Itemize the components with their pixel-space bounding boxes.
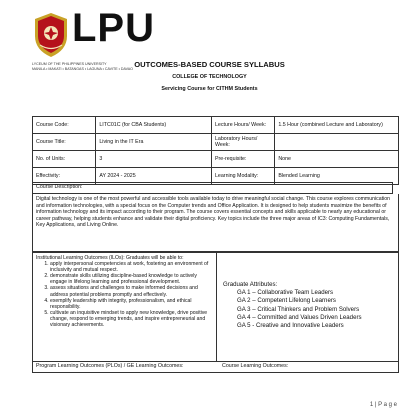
course-info-table [32,116,399,185]
info-label: Lecture Hours/ Week: [211,117,274,134]
ilo-cell [33,253,217,361]
clo-label: Course Learning Outcomes: [222,363,289,369]
plo-label: Program Learning Outcomes (PLOs) / GE Learning Outcomes: [36,363,184,369]
document-title: OUTCOMES-BASED COURSE SYLLABUS [134,60,285,69]
servicing-note: Servicing Course for CITHM Students [161,86,258,92]
info-value: None [275,151,399,168]
info-label: Laboratory Hours/ Week: [211,134,274,151]
info-value: 1.5 Hour (combined Lecture and Laboratory) [275,117,399,134]
list-item: 5. cultivate an inquisitive mindset to apply new knowledge, drive positive change, respond to emerging trends, and inspire entrepreneurial and visionary achievements. [50,310,213,328]
list-item: 3. assess situations and challenges to make informed decisions and address potential problems promptly and effectively. [50,285,213,297]
logo-subtitle-line: MANILA • MAKATI • BATANGAS • LAGUNA • CAVITE • DAVAO [32,66,133,71]
list-item: GA 1 – Collaborative Team Leaders [237,289,334,297]
table-row [33,151,399,168]
outcomes-section [32,252,399,362]
info-label: Course Title: [33,134,96,151]
graduate-attributes [223,281,398,330]
info-value: 3 [96,151,212,168]
course-description-label: Course Description: [32,182,393,194]
info-value: Living in the IT Era [96,134,212,151]
table-row [33,134,399,151]
list-item: 1. apply interpersonal competencies at work, fostering an environment of inclusivity and mutual respect. [50,261,213,273]
ilo-list [36,261,213,328]
list-item: GA 3 – Critical Thinkers and Problem Solvers [237,305,360,313]
info-label: Course Code: [33,117,96,134]
list-item: 2. demonstrate skills utilizing discipline-based knowledge to actively engage in lifelong learning and professional development. [50,273,213,285]
learning-outcomes-header-row [32,362,399,373]
info-value [275,134,399,151]
table-row [33,117,399,134]
logo-subtitle-line: LYCEUM OF THE PHILIPPINES UNIVERSITY [32,62,107,66]
info-label: Effectivity: [33,168,96,185]
list-item: GA 2 – Competent Lifelong Learners [237,297,336,305]
info-label: Pre-requisite: [211,151,274,168]
lpu-wordmark: LPU [72,6,155,50]
ga-label: Graduate Attributes: [223,281,278,288]
info-value: LITC01C (for CBA Students) [96,117,212,134]
list-item: GA 4 – Committed and Values Driven Leaders [237,313,362,321]
page-number: 1 | P a g e [369,402,397,408]
list-item: GA 5 - Creative and Innovative Leaders [237,322,344,330]
list-item: 4. exemplify leadership with integrity, professionalism, and ethical responsibility. [50,298,213,310]
info-value: AY 2024 - 2025 [96,168,212,185]
info-value: Blended Learning [275,168,399,185]
course-description-text: Digital technology is one of the most powerful and accessible tools available today to drive meaningful social change. This course explores communication and information technologies, with a special focus on the Computer trends and Office Application. It is designed to help students maximize the benefits of information technology and its impact according to their program. The course covers essential concepts and skills applicable to nearly any educational or career pathway, helping students enhance and validate their digital proficiency. Key topics include the three major areas of IC3: Computing Fundamentals, Key Applications, and Living Online. [32,194,399,252]
college-name: COLLEGE OF TECHNOLOGY [172,74,247,80]
info-label: Learning Modality: [211,168,274,185]
university-seal-icon [32,12,70,58]
info-label: No. of Units: [33,151,96,168]
ilo-intro: Institutional Learning Outcomes (ILOs): Graduates will be able to: [36,255,184,261]
